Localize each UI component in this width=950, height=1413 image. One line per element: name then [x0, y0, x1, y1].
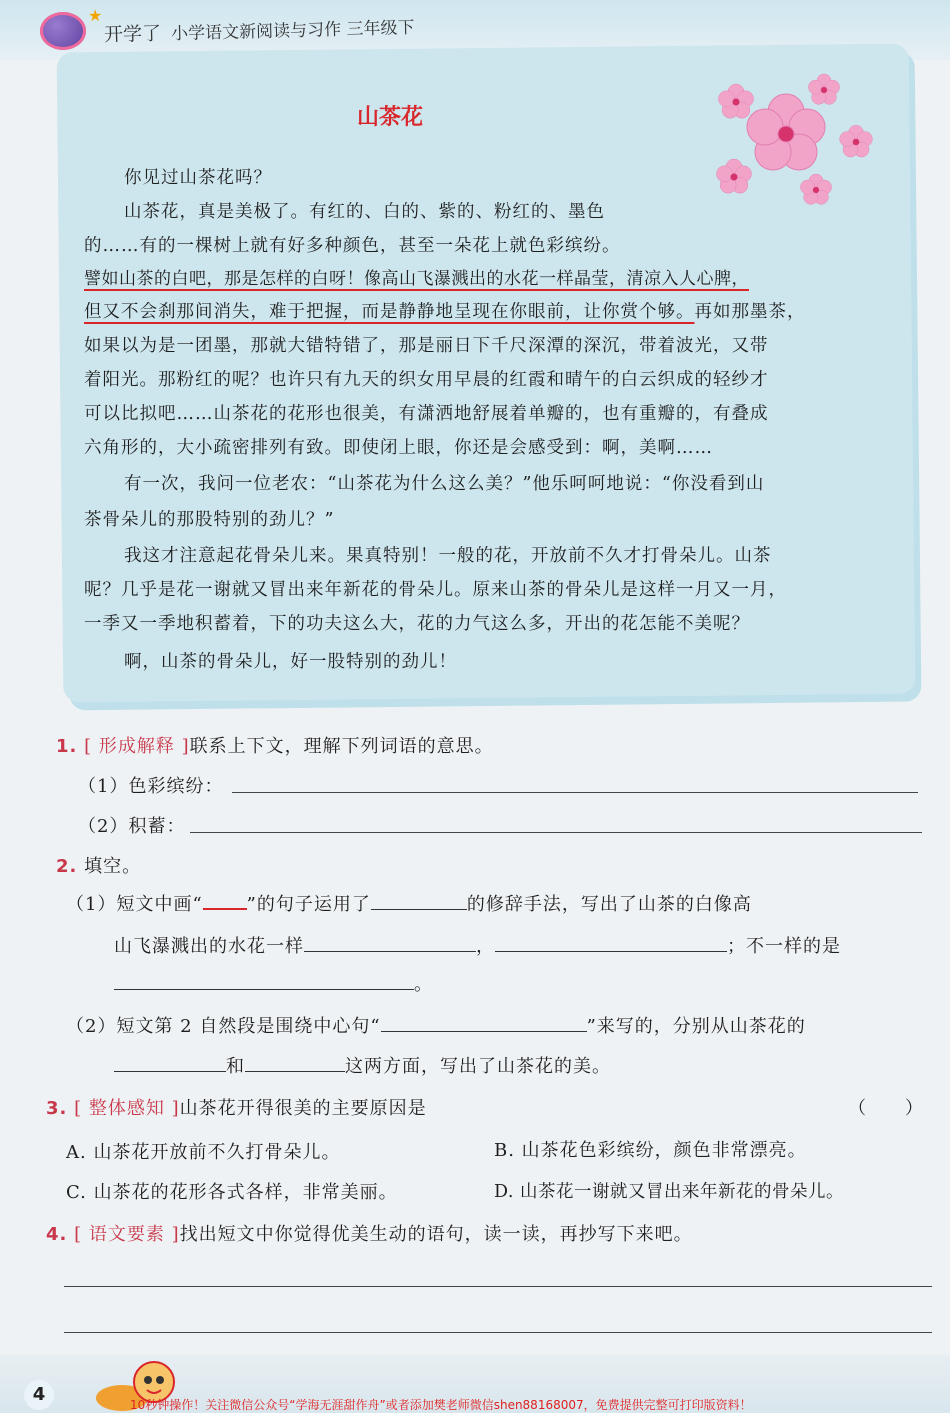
q2-text: ”来写的，分别从山茶花的	[586, 1016, 806, 1037]
blank-1[interactable]	[304, 933, 476, 952]
passage-line	[84, 298, 806, 323]
q2-text: 这两方面，写出了山茶花的美。	[345, 1056, 611, 1077]
question-number: 3.	[46, 1098, 68, 1119]
camellia-flowers-icon	[706, 72, 886, 222]
question-tag: [ 形成解释 ]	[84, 736, 190, 757]
q2-text: 和	[226, 1056, 245, 1077]
book-title	[104, 12, 415, 47]
option-d[interactable]: D. 山茶花一谢就又冒出来年新花的骨朵儿。	[494, 1182, 845, 1202]
rhetoric-blank[interactable]	[371, 891, 467, 910]
question-text: 填空。	[84, 856, 142, 877]
q2-part2-line1	[66, 1012, 806, 1038]
q4-answer-line-1[interactable]	[64, 1286, 932, 1287]
aspect-blank-1[interactable]	[114, 1053, 226, 1072]
blank-3[interactable]	[114, 971, 414, 990]
passage-line: 六角形的，大小疏密排列有致。即使闭上眼，你还是会感受到：啊，美啊……	[84, 438, 713, 458]
question-2	[56, 852, 141, 878]
question-text: 找出短文中你觉得优美生动的语句，读一读，再抄写下来吧。	[179, 1224, 693, 1245]
q2-part1-line2	[114, 932, 841, 958]
passage-line: 呢？几乎是花一谢就又冒出来年新花的骨朵儿。原来山茶的骨朵儿是这样一月又一月，	[84, 580, 787, 600]
q2-text: ，	[476, 936, 495, 957]
q2-text: （2）短文第 2 自然段是围绕中心句“	[66, 1016, 381, 1037]
passage-line: 你见过山茶花吗？	[124, 168, 272, 188]
central-sentence-blank[interactable]	[381, 1013, 587, 1032]
q1-item-1-answer-line[interactable]	[232, 792, 918, 793]
underlined-sentence-part1: 譬如山茶的白吧，那是怎样的白呀！像高山飞瀑溅出的水花一样晶莹，清凉入人心脾，	[84, 269, 749, 289]
q1-item-2-answer-line[interactable]	[190, 832, 922, 833]
book-title-main: 开学了	[103, 22, 162, 47]
passage-title: 山茶花	[356, 105, 423, 130]
question-1	[56, 732, 494, 758]
option-b[interactable]: B. 山茶花色彩缤纷，颜色非常漂亮。	[494, 1140, 807, 1161]
q2-text: 。	[414, 974, 433, 995]
watermark-text: 10秒钟操作！关注微信公众号“学海无涯甜作舟”或者添加樊老师微信shen88168007，免费提供完整可打印版资料！	[130, 1398, 752, 1412]
blank-2[interactable]	[495, 933, 727, 952]
book-title-sub: 小学语文新阅读与习作 三年级下	[170, 17, 415, 45]
aspect-blank-2[interactable]	[245, 1053, 345, 1072]
passage-line: 山茶花，真是美极了。有红的、白的、紫的、粉红的、墨色	[124, 202, 605, 222]
underlined-sentence-part2: 但又不会刹那间消失，难于把握，而是静静地呈现在你眼前，让你赏个够。	[84, 302, 695, 322]
q2-text: ”的句子运用了	[246, 894, 371, 915]
passage-line-tail: 再如那墨茶，	[694, 302, 806, 322]
question-3	[46, 1094, 427, 1120]
planet-logo-icon	[40, 12, 86, 50]
q4-answer-line-2[interactable]	[64, 1332, 932, 1333]
question-tag: [ 语文要素 ]	[74, 1224, 180, 1245]
answer-parentheses[interactable]: （ ）	[848, 1098, 924, 1119]
passage-line: 茶骨朵儿的那股特别的劲儿？”	[84, 510, 335, 530]
option-a[interactable]: A. 山茶花开放前不久打骨朵儿。	[66, 1142, 341, 1163]
q2-part2-line2	[114, 1052, 611, 1078]
passage-line: 啊，山茶的骨朵儿，好一股特别的劲儿！	[124, 652, 457, 672]
page-number: 4	[24, 1380, 54, 1410]
passage-line: 的……有的一棵树上就有好多种颜色，甚至一朵花上就色彩缤纷。	[84, 236, 621, 256]
question-4	[46, 1220, 693, 1246]
question-tag: [ 整体感知 ]	[74, 1098, 180, 1119]
passage-line: 可以比拟吧……山茶花的花形也很美，有潇洒地舒展着单瓣的，也有重瓣的，有叠成	[84, 404, 769, 424]
question-number: 2.	[56, 856, 78, 877]
question-text: 联系上下文，理解下列词语的意思。	[189, 736, 494, 757]
question-number: 1.	[56, 736, 78, 757]
q2-text: （1）短文中画“	[66, 894, 203, 915]
passage-line: 我这才注意起花骨朵儿来。果真特别！一般的花，开放前不久才打骨朵儿。山茶	[124, 546, 772, 566]
q2-text: ；不一样的是	[727, 936, 841, 957]
passage-line: 一季又一季地积蓄着，下的功夫这么大，花的力气这么多，开出的花怎能不美呢？	[84, 614, 750, 634]
q2-text: 山飞瀑溅出的水花一样	[114, 936, 304, 957]
passage-line: 如果以为是一团墨，那就大错特错了，那是丽日下千尺深潭的深沉，带着波光，又带	[84, 336, 769, 356]
q1-item-2-label: （2）积蓄：	[78, 816, 186, 837]
q1-item-1-label: （1）色彩缤纷：	[78, 776, 224, 797]
q2-part1-line1	[66, 890, 752, 916]
passage-line: 着阳光。那粉红的呢？也许只有九天的织女用早晨的红霞和晴午的白云织成的轻纱才	[84, 370, 769, 390]
q2-text: 的修辞手法，写出了山茶的白像高	[466, 894, 752, 915]
option-c[interactable]: C. 山茶花的花形各式各样，非常美丽。	[66, 1182, 398, 1203]
passage-line: 有一次，我问一位老农：“山茶花为什么这么美？”他乐呵呵地说：“你没看到山	[124, 474, 765, 494]
q2-part1-line3	[114, 970, 433, 996]
question-number: 4.	[46, 1224, 68, 1245]
red-underline-sample	[203, 890, 247, 910]
question-text: 山茶花开得很美的主要原因是	[179, 1098, 427, 1119]
star-icon: ★	[88, 6, 103, 25]
